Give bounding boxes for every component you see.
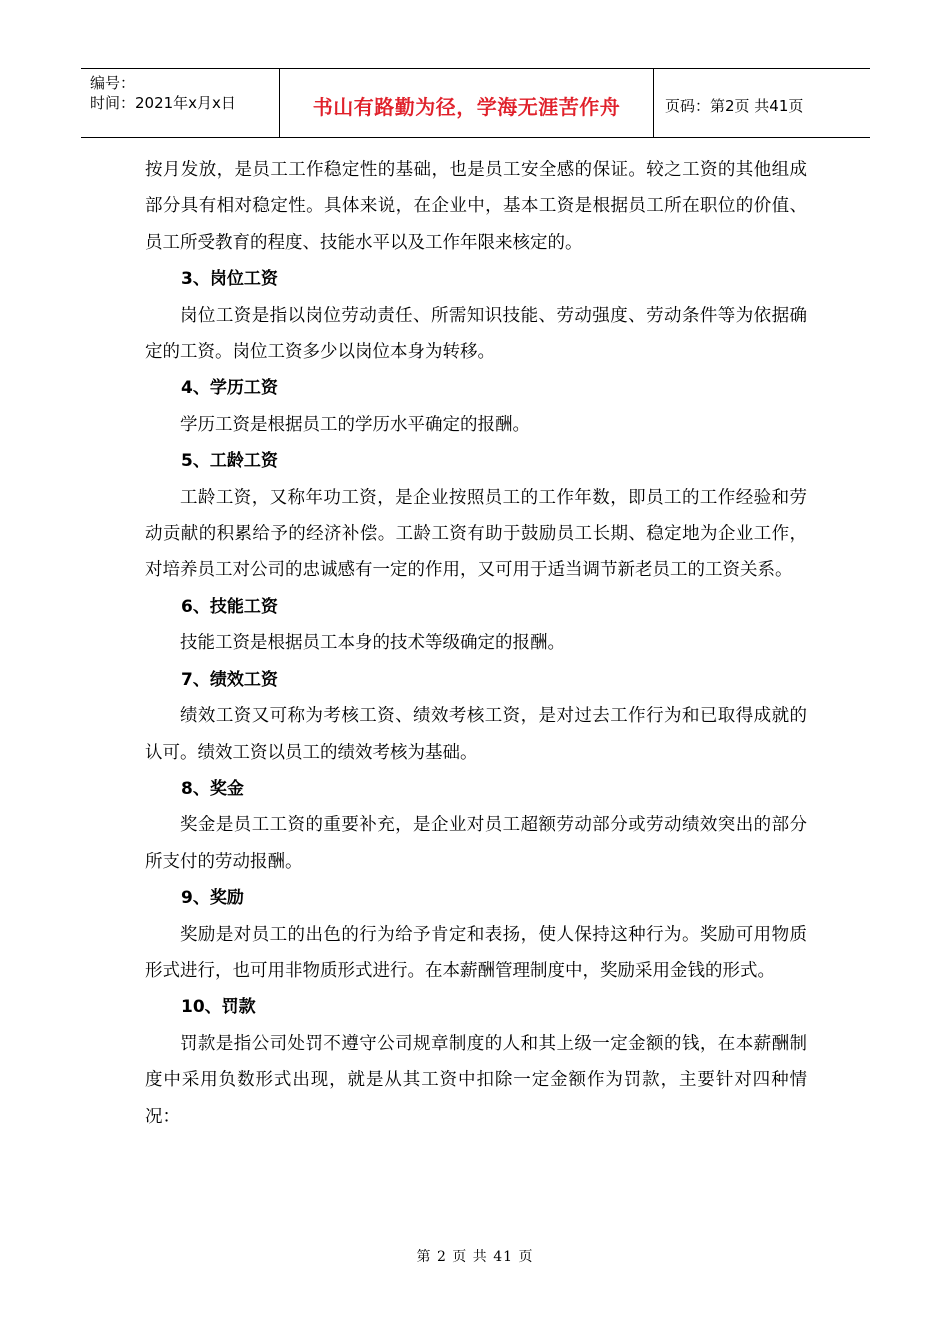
- header-number: 编号：: [90, 74, 136, 92]
- paragraph-9: 奖励是对员工的出色的行为给予肯定和表扬，使人保持这种行为。奖励可用物质形式进行，也可用非物质形式进行。在本薪酬管理制度中，奖励采用金钱的形式。: [145, 924, 807, 981]
- heading-10: 10、罚款: [181, 997, 256, 1018]
- document-body: [145, 152, 807, 1135]
- paragraph-10: 罚款是指公司处罚不遵守公司规章制度的人和其上级一定金额的钱，在本薪酬制度中采用负数形式出现，就是从其工资中扣除一定金额作为罚款，主要针对四种情况：: [145, 1033, 807, 1127]
- paragraph-intro: 按月发放，是员工工作稳定性的基础，也是员工安全感的保证。较之工资的其他组成部分具有相对稳定性。具体来说，在企业中，基本工资是根据员工所在职位的价值、员工所受教育的程度、技能水平以及工作年限来核定的。: [145, 160, 807, 253]
- page-header: [81, 68, 870, 138]
- paragraph-4: 学历工资是根据员工的学历水平确定的报酬。: [180, 414, 530, 435]
- paragraph-8: 奖金是员工工资的重要补充，是企业对员工超额劳动部分或劳动绩效突出的部分所支付的劳动报酬。: [145, 815, 807, 872]
- heading-6: 6、技能工资: [181, 596, 278, 617]
- paragraph-7: 绩效工资又可称为考核工资、绩效考核工资，是对过去工作行为和已取得成就的认可。绩效工资以员工的绩效考核为基础。: [145, 706, 807, 763]
- heading-7: 7、绩效工资: [181, 669, 278, 690]
- paragraph-5: 工龄工资，又称年功工资，是企业按照员工的工作年数，即员工的工作经验和劳动贡献的积累给予的经济补偿。工龄工资有助于鼓励员工长期、稳定地为企业工作，对培养员工对公司的忠诚感有一定的作用，又可用于适当调节新老员工的工资关系。: [145, 487, 807, 581]
- heading-9: 9、奖励: [181, 888, 244, 909]
- paragraph-6: 技能工资是根据员工本身的技术等级确定的报酬。: [180, 633, 565, 654]
- heading-4: 4、学历工资: [181, 378, 278, 399]
- header-time: 时间：2021年x月x日: [90, 94, 236, 112]
- header-page-info: 页码：第2页 共41页: [665, 96, 804, 115]
- paragraph-3: 岗位工资是指以岗位劳动责任、所需知识技能、劳动强度、劳动条件等为依据确定的工资。岗位工资多少以岗位本身为转移。: [145, 305, 807, 363]
- header-motto: 书山有路勤为径，学海无涯苦作舟: [280, 69, 654, 137]
- page-footer: 第 2 页 共 41 页: [416, 1249, 534, 1265]
- heading-5: 5、工龄工资: [181, 451, 278, 472]
- heading-8: 8、奖金: [181, 778, 244, 799]
- header-meta: [81, 69, 280, 137]
- heading-3: 3、岗位工资: [181, 269, 278, 290]
